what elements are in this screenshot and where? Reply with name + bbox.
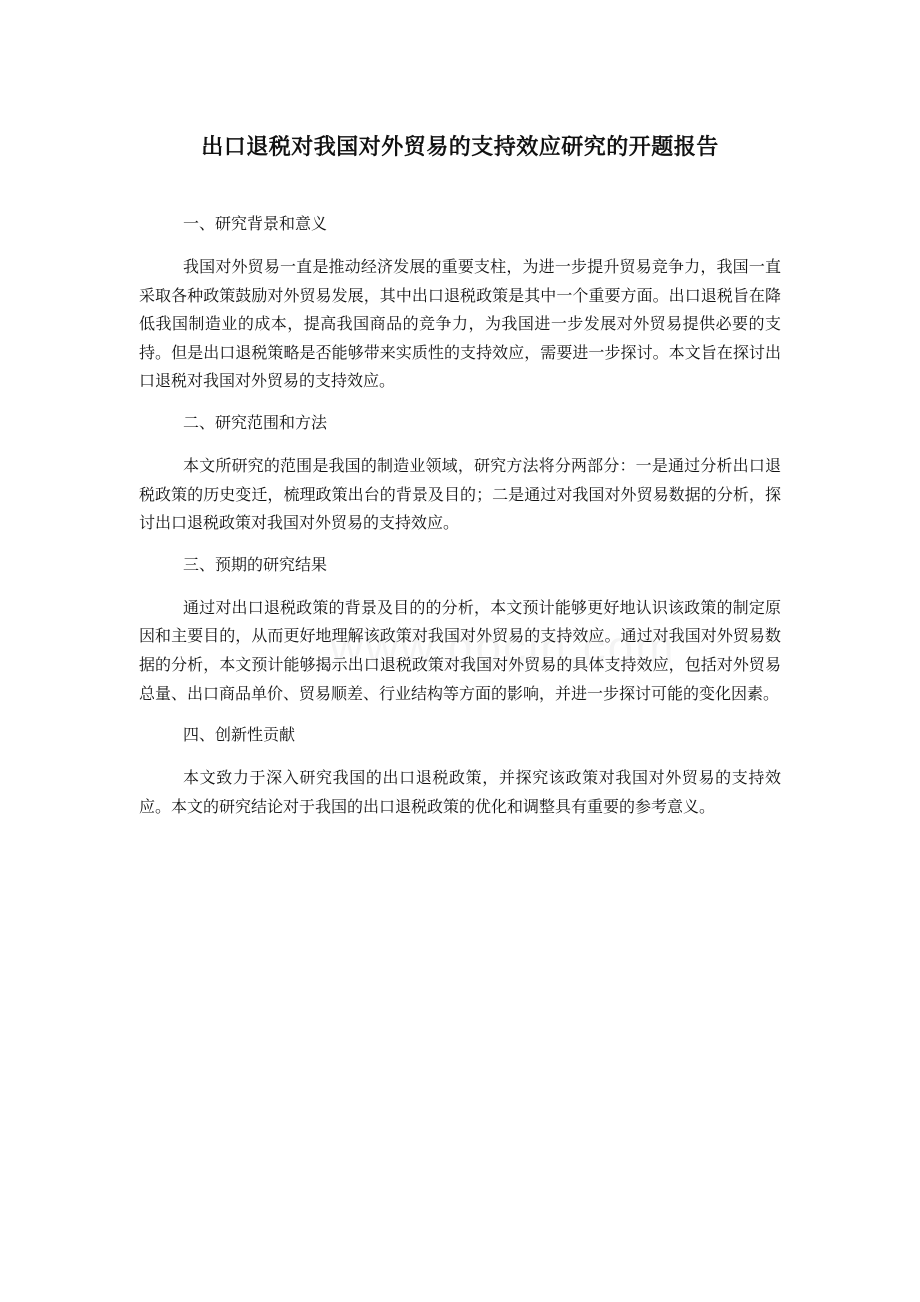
section-heading: 二、研究范围和方法	[183, 412, 328, 432]
section-heading: 四、创新性贡献	[183, 725, 296, 745]
section-paragraph: 通过对出口退税政策的背景及目的的分析，本文预计能够更好地认识该政策的制定原因和主要目的，从而更好地理解该政策对我国对外贸易的支持效应。通过对我国对外贸易数据的分析，本文预计能够揭示出口退税政策对我国对外贸易的具体支持效应，包括对外贸易总量、出口商品单价、贸易顺差、行业结构等方面的影响，并进一步探讨可能的变化因素。	[139, 597, 781, 703]
section-expected-results	[139, 550, 781, 720]
section-heading: 三、预期的研究结果	[183, 554, 328, 574]
document-body	[139, 209, 781, 821]
document-title: 出口退税对我国对外贸易的支持效应研究的开题报告	[201, 135, 719, 160]
section-paragraph: 我国对外贸易一直是推动经济发展的重要支柱，为进一步提升贸易竞争力，我国一直采取各种政策鼓励对外贸易发展，其中出口退税政策是其中一个重要方面。出口退税旨在降低我国制造业的成本，提高我国商品的竞争力，为我国进一步发展对外贸易提供必要的支持。但是出口退税策略是否能够带来实质性的支持效应，需要进一步探讨。本文旨在探讨出口退税对我国对外贸易的支持效应。	[139, 257, 781, 391]
section-paragraph: 本文致力于深入研究我国的出口退税政策，并探究该政策对我国对外贸易的支持效应。本文的研究结论对于我国的出口退税政策的优化和调整具有重要的参考意义。	[139, 768, 781, 816]
section-background	[139, 209, 781, 408]
section-heading: 一、研究背景和意义	[183, 214, 328, 233]
section-scope-method	[139, 408, 781, 550]
section-paragraph: 本文所研究的范围是我国的制造业领域，研究方法将分两部分：一是通过分析出口退税政策的历史变迁，梳理政策出台的背景及目的；二是通过对我国对外贸易数据的分析，探讨出口退税政策对我国对外贸易的支持效应。	[139, 455, 781, 533]
section-innovation	[139, 720, 781, 821]
